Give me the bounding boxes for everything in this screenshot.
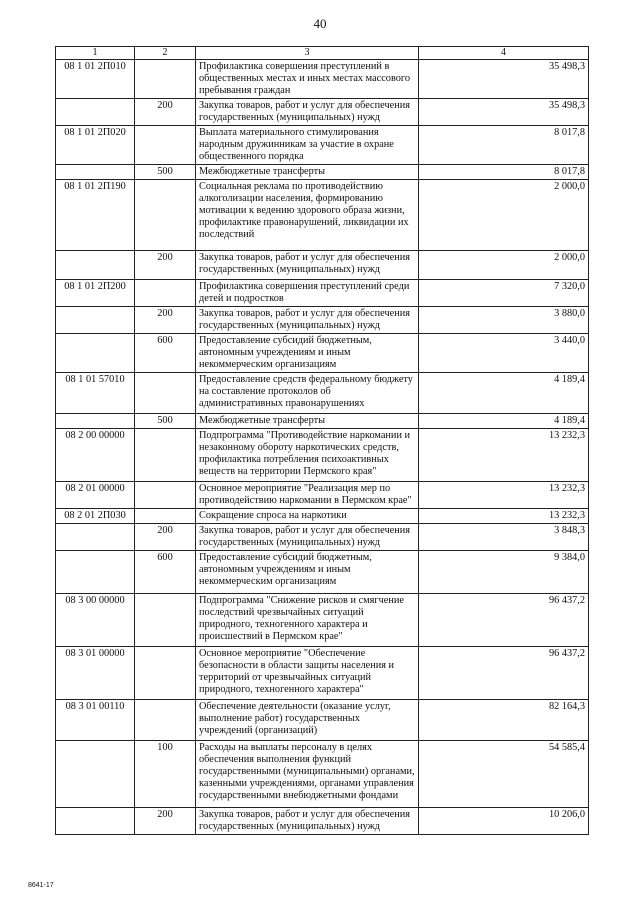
row-amount: 9 384,0 [419, 551, 589, 594]
row-name: Межбюджетные трансферты [196, 165, 419, 180]
table-row [56, 594, 589, 647]
row-amount: 3 440,0 [419, 334, 589, 373]
row-amount: 13 232,3 [419, 482, 589, 509]
row-expense-type: 500 [135, 414, 196, 429]
table-row [56, 647, 589, 700]
row-code: 08 1 01 2П200 [56, 280, 135, 307]
row-name: Закупка товаров, работ и услуг для обеспечения государственных (муниципальных) нужд [196, 307, 419, 334]
row-expense-type [135, 700, 196, 741]
row-name: Закупка товаров, работ и услуг для обеспечения государственных (муниципальных) нужд [196, 99, 419, 126]
row-expense-type: 200 [135, 307, 196, 334]
row-code: 08 3 01 00110 [56, 700, 135, 741]
table-row [56, 700, 589, 741]
row-name: Подпрограмма "Снижение рисков и смягчение последствий чрезвычайных ситуаций природного, техногенного характера и происшествий в Пермском крае" [196, 594, 419, 647]
row-expense-type: 500 [135, 165, 196, 180]
row-amount: 4 189,4 [419, 414, 589, 429]
row-code [56, 741, 135, 808]
row-code: 08 2 01 00000 [56, 482, 135, 509]
column-header-4: 4 [419, 47, 589, 60]
row-expense-type: 200 [135, 251, 196, 280]
table-header-row [56, 47, 589, 60]
row-expense-type [135, 280, 196, 307]
row-expense-type [135, 509, 196, 524]
row-amount: 35 498,3 [419, 99, 589, 126]
table-row [56, 524, 589, 551]
row-amount: 10 206,0 [419, 808, 589, 835]
budget-table [55, 46, 589, 835]
row-code: 08 1 01 2П190 [56, 180, 135, 251]
row-code [56, 307, 135, 334]
table-row [56, 165, 589, 180]
table-row [56, 741, 589, 808]
row-code: 08 2 00 00000 [56, 429, 135, 482]
row-name: Профилактика совершения преступлений среди детей и подростков [196, 280, 419, 307]
row-name: Закупка товаров, работ и услуг для обеспечения государственных (муниципальных) нужд [196, 808, 419, 835]
row-amount: 2 000,0 [419, 251, 589, 280]
row-expense-type: 200 [135, 99, 196, 126]
row-name: Сокращение спроса на наркотики [196, 509, 419, 524]
row-amount: 82 164,3 [419, 700, 589, 741]
table-row [56, 551, 589, 594]
table-row [56, 429, 589, 482]
row-amount: 8 017,8 [419, 165, 589, 180]
row-expense-type [135, 429, 196, 482]
row-code: 08 3 01 00000 [56, 647, 135, 700]
table-row [56, 180, 589, 251]
row-code [56, 551, 135, 594]
row-expense-type: 200 [135, 808, 196, 835]
row-code [56, 414, 135, 429]
row-name: Выплата материального стимулирования народным дружинникам за участие в охране общественного порядка [196, 126, 419, 165]
row-code [56, 808, 135, 835]
row-expense-type [135, 373, 196, 414]
row-name: Предоставление субсидий бюджетным, автономным учреждениям и иным некоммерческим организациям [196, 334, 419, 373]
column-header-1: 1 [56, 47, 135, 60]
row-amount: 8 017,8 [419, 126, 589, 165]
row-name: Межбюджетные трансферты [196, 414, 419, 429]
table-row [56, 334, 589, 373]
row-amount: 4 189,4 [419, 373, 589, 414]
row-expense-type: 200 [135, 524, 196, 551]
row-amount: 35 498,3 [419, 60, 589, 99]
row-code [56, 334, 135, 373]
table-row [56, 60, 589, 99]
row-expense-type [135, 482, 196, 509]
row-code: 08 1 01 57010 [56, 373, 135, 414]
row-amount: 54 585,4 [419, 741, 589, 808]
row-expense-type [135, 647, 196, 700]
row-code: 08 3 00 00000 [56, 594, 135, 647]
page-number: 40 [313, 16, 327, 31]
row-amount: 3 848,3 [419, 524, 589, 551]
table-row [56, 808, 589, 835]
row-amount: 96 437,2 [419, 647, 589, 700]
row-name: Предоставление средств федеральному бюджету на составление протоколов об административных правонарушениях [196, 373, 419, 414]
row-name: Закупка товаров, работ и услуг для обеспечения государственных (муниципальных) нужд [196, 524, 419, 551]
row-name: Профилактика совершения преступлений в общественных местах и иных местах массового пребывания граждан [196, 60, 419, 99]
row-expense-type: 100 [135, 741, 196, 808]
row-code [56, 251, 135, 280]
row-name: Подпрограмма "Противодействие наркомании и незаконному обороту наркотических средств, профилактика потребления психоактивных веществ на территории Пермского края" [196, 429, 419, 482]
row-code [56, 99, 135, 126]
table-row [56, 251, 589, 280]
row-name: Основное мероприятие "Реализация мер по противодействию наркомании в Пермском крае" [196, 482, 419, 509]
row-name: Предоставление субсидий бюджетным, автономным учреждениям и иным некоммерческим организациям [196, 551, 419, 594]
row-code: 08 2 01 2П030 [56, 509, 135, 524]
row-code [56, 165, 135, 180]
row-amount: 13 232,3 [419, 509, 589, 524]
row-expense-type [135, 180, 196, 251]
table-row [56, 509, 589, 524]
row-name: Социальная реклама по противодействию алкоголизации населения, формированию мотивации к ведению здорового образа жизни, профилактике правонарушений, ликвидации их последствий [196, 180, 419, 251]
row-expense-type [135, 60, 196, 99]
row-amount: 2 000,0 [419, 180, 589, 251]
row-name: Закупка товаров, работ и услуг для обеспечения государственных (муниципальных) нужд [196, 251, 419, 280]
table-row [56, 307, 589, 334]
row-code [56, 524, 135, 551]
row-name: Основное мероприятие "Обеспечение безопасности в области защиты населения и территорий от чрезвычайных ситуаций природного, техногенного характера" [196, 647, 419, 700]
row-expense-type [135, 126, 196, 165]
row-amount: 3 880,0 [419, 307, 589, 334]
table-row [56, 414, 589, 429]
row-name: Обеспечение деятельности (оказание услуг, выполнение работ) государственных учреждений (организаций) [196, 700, 419, 741]
column-header-2: 2 [135, 47, 196, 60]
table-row [56, 373, 589, 414]
row-expense-type [135, 594, 196, 647]
row-amount: 7 320,0 [419, 280, 589, 307]
table-row [56, 126, 589, 165]
row-expense-type: 600 [135, 334, 196, 373]
table-row [56, 280, 589, 307]
row-expense-type: 600 [135, 551, 196, 594]
footer-code: 8641-17 [28, 882, 54, 889]
column-header-3: 3 [196, 47, 419, 60]
table-row [56, 99, 589, 126]
row-name: Расходы на выплаты персоналу в целях обеспечения выполнения функций государственными (муниципальными) органами, казенными учреждениями, органами управления государственными внебюджетными фондами [196, 741, 419, 808]
row-amount: 13 232,3 [419, 429, 589, 482]
row-code: 08 1 01 2П010 [56, 60, 135, 99]
row-amount: 96 437,2 [419, 594, 589, 647]
row-code: 08 1 01 2П020 [56, 126, 135, 165]
table-body [56, 60, 589, 835]
table-row [56, 482, 589, 509]
